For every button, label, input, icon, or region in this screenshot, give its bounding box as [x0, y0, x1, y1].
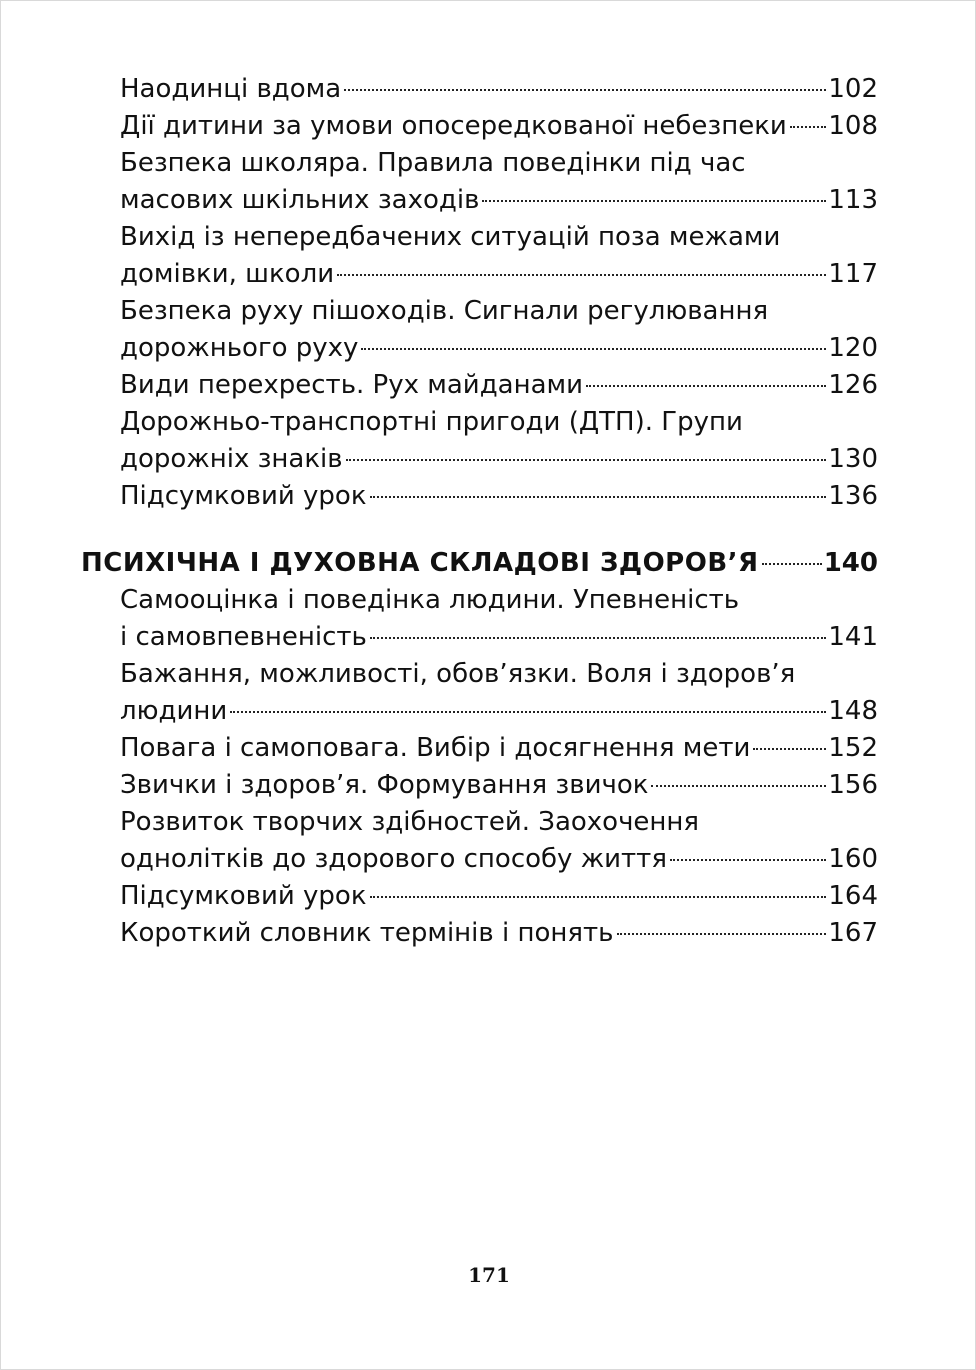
toc-entry-title: масових шкільних заходів: [120, 185, 480, 215]
dot-leader: [651, 785, 826, 787]
toc-entry-page: 141: [828, 622, 878, 652]
toc-entry-title-line: Дорожньо-транспортні пригоди (ДТП). Групи: [120, 407, 743, 437]
dot-leader: [670, 859, 826, 861]
toc-entry-title: людини: [120, 696, 228, 726]
toc-entry[interactable]: [120, 145, 878, 219]
toc-entry[interactable]: [120, 767, 878, 804]
toc-section-page: 140: [823, 548, 878, 578]
toc-entry-title: Короткий словник термінів і понять: [120, 918, 614, 948]
toc-entry-title-line: Безпека школяра. Правила поведінки під час: [120, 148, 746, 178]
toc-entry[interactable]: [120, 656, 878, 730]
toc-entry[interactable]: [120, 915, 878, 952]
dot-leader: [370, 496, 827, 498]
toc-entry-title: однолітків до здорового способу життя: [120, 844, 667, 874]
toc-entry-page: 148: [828, 696, 878, 726]
toc-entry[interactable]: [120, 404, 878, 478]
toc-entry-title: Дії дитини за умови опосередкованої небезпеки: [120, 111, 787, 141]
dot-leader: [617, 933, 827, 935]
dot-leader: [344, 89, 826, 91]
toc-entry-page: 164: [828, 881, 878, 911]
toc-entry[interactable]: [120, 108, 878, 145]
dot-leader: [762, 563, 822, 565]
toc-entry[interactable]: [120, 582, 878, 656]
toc-entry[interactable]: [120, 804, 878, 878]
toc-entry-page: 156: [828, 770, 878, 800]
toc-entry-title: Повага і самоповага. Вибір і досягнення мети: [120, 733, 751, 763]
toc-entry-page: 108: [828, 111, 878, 141]
toc-entry-title: дорожніх знаків: [120, 444, 343, 474]
toc-entry[interactable]: [120, 878, 878, 915]
toc-entry-page: 102: [828, 74, 878, 104]
toc-entry-title-line: Безпека руху пішоходів. Сигнали регулювання: [120, 296, 769, 326]
toc-entry-title: домівки, школи: [120, 259, 335, 289]
toc-entry-page: 130: [828, 444, 878, 474]
toc-entry[interactable]: [120, 367, 878, 404]
toc-entry-title-line: Самооцінка і поведінка людини. Упевненість: [120, 585, 740, 615]
dot-leader: [337, 274, 826, 276]
toc-entry-title-line: Розвиток творчих здібностей. Заохочення: [120, 807, 700, 837]
toc-entry[interactable]: [120, 478, 878, 515]
dot-leader: [586, 385, 826, 387]
toc-entry-title: і самовпевненість: [120, 622, 367, 652]
toc-entry-title: Звички і здоров’я. Формування звичок: [120, 770, 649, 800]
toc-entry-title: Наодинці вдома: [120, 74, 342, 104]
dot-leader: [370, 637, 826, 639]
toc-entry-title: дорожнього руху: [120, 333, 359, 363]
toc-section-heading[interactable]: [81, 545, 878, 582]
toc-entry-page: 126: [828, 370, 878, 400]
toc-entry-title: Підсумковий урок: [120, 481, 367, 511]
toc-entry-page: 120: [828, 333, 878, 363]
toc-entry-title-line: Вихід із непередбачених ситуацій поза межами: [120, 222, 781, 252]
toc-entry-page: 167: [828, 918, 878, 948]
toc-entry[interactable]: [120, 730, 878, 767]
dot-leader: [482, 200, 826, 202]
dot-leader: [790, 126, 827, 128]
dot-leader: [370, 896, 827, 898]
page-number: 171: [468, 1263, 510, 1287]
dot-leader: [361, 348, 826, 350]
toc-entry[interactable]: [120, 219, 878, 293]
toc-section-title: ПСИХІЧНА І ДУХОВНА СКЛАДОВІ ЗДОРОВ’Я: [81, 548, 759, 578]
toc-entry[interactable]: [120, 71, 878, 108]
table-of-contents: [1, 71, 976, 952]
toc-entry-page: 117: [828, 259, 878, 289]
dot-leader: [230, 711, 826, 713]
toc-entry-page: 113: [828, 185, 878, 215]
toc-entry-page: 136: [828, 481, 878, 511]
toc-entry-page: 152: [828, 733, 878, 763]
toc-entry-title-line: Бажання, можливості, обов’язки. Воля і здоров’я: [120, 659, 796, 689]
dot-leader: [753, 748, 826, 750]
toc-entry-page: 160: [828, 844, 878, 874]
toc-entry-title: Види перехресть. Рух майданами: [120, 370, 584, 400]
toc-entry-title: Підсумковий урок: [120, 881, 367, 911]
dot-leader: [346, 459, 827, 461]
toc-entry[interactable]: [120, 293, 878, 367]
